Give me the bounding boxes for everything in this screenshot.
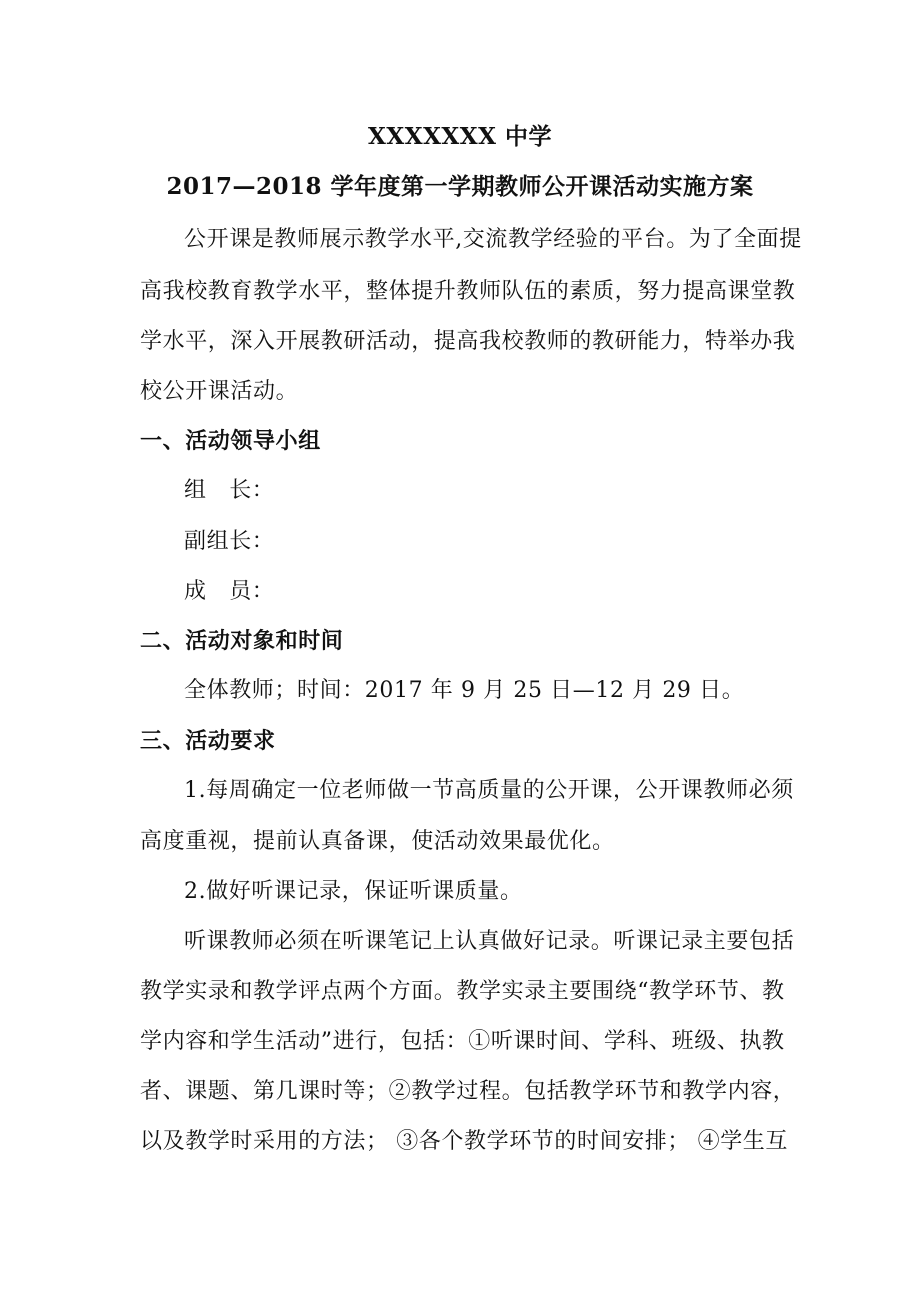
section-3-heading: 三、活动要求 xyxy=(140,728,276,754)
requirement-1-line-1: 1.每周确定一位老师做一节高质量的公开课，公开课教师必须 xyxy=(184,778,794,803)
notes-para-line-2: 教学实录和教学评点两个方面。教学实录主要围绕“教学环节、教 xyxy=(140,979,785,1004)
section-2-heading: 二、活动对象和时间 xyxy=(140,628,344,654)
requirement-2: 2.做好听课记录，保证听课质量。 xyxy=(184,879,523,904)
notes-para-line-1: 听课教师必须在听课笔记上认真做好记录。听课记录主要包括 xyxy=(184,929,795,954)
notes-para-line-5: 以及教学时采用的方法； ③各个教学环节的时间安排； ④学生互 xyxy=(140,1129,788,1154)
intro-line-4: 校公开课活动。 xyxy=(140,379,299,404)
members-field: 成 员： xyxy=(184,579,275,604)
intro-line-2: 高我校教育教学水平，整体提升教师队伍的素质，努力提高课堂教 xyxy=(140,279,796,304)
school-title: XXXXXXX 中学 xyxy=(368,123,552,150)
section-2-content: 全体教师；时间：2017 年 9 月 25 日—12 月 29 日。 xyxy=(184,678,745,703)
plan-title: 2017—2018 学年度第一学期教师公开课活动实施方案 xyxy=(166,173,754,200)
notes-para-line-4: 者、课题、第几课时等；②教学过程。包括教学环节和教学内容， xyxy=(140,1079,796,1104)
section-1-heading: 一、活动领导小组 xyxy=(140,428,321,454)
vice-leader-field: 副组长： xyxy=(184,529,275,554)
notes-para-line-3: 学内容和学生活动”进行，包括：①听课时间、学科、班级、执教 xyxy=(140,1029,785,1054)
leader-field: 组 长： xyxy=(184,478,275,503)
intro-line-1: 公开课是教师展示教学水平,交流教学经验的平台。为了全面提 xyxy=(184,227,802,252)
requirement-1-line-2: 高度重视，提前认真备课，使活动效果最优化。 xyxy=(140,829,615,854)
intro-line-3: 学水平，深入开展教研活动，提高我校教师的教研能力，特举办我 xyxy=(140,329,796,354)
